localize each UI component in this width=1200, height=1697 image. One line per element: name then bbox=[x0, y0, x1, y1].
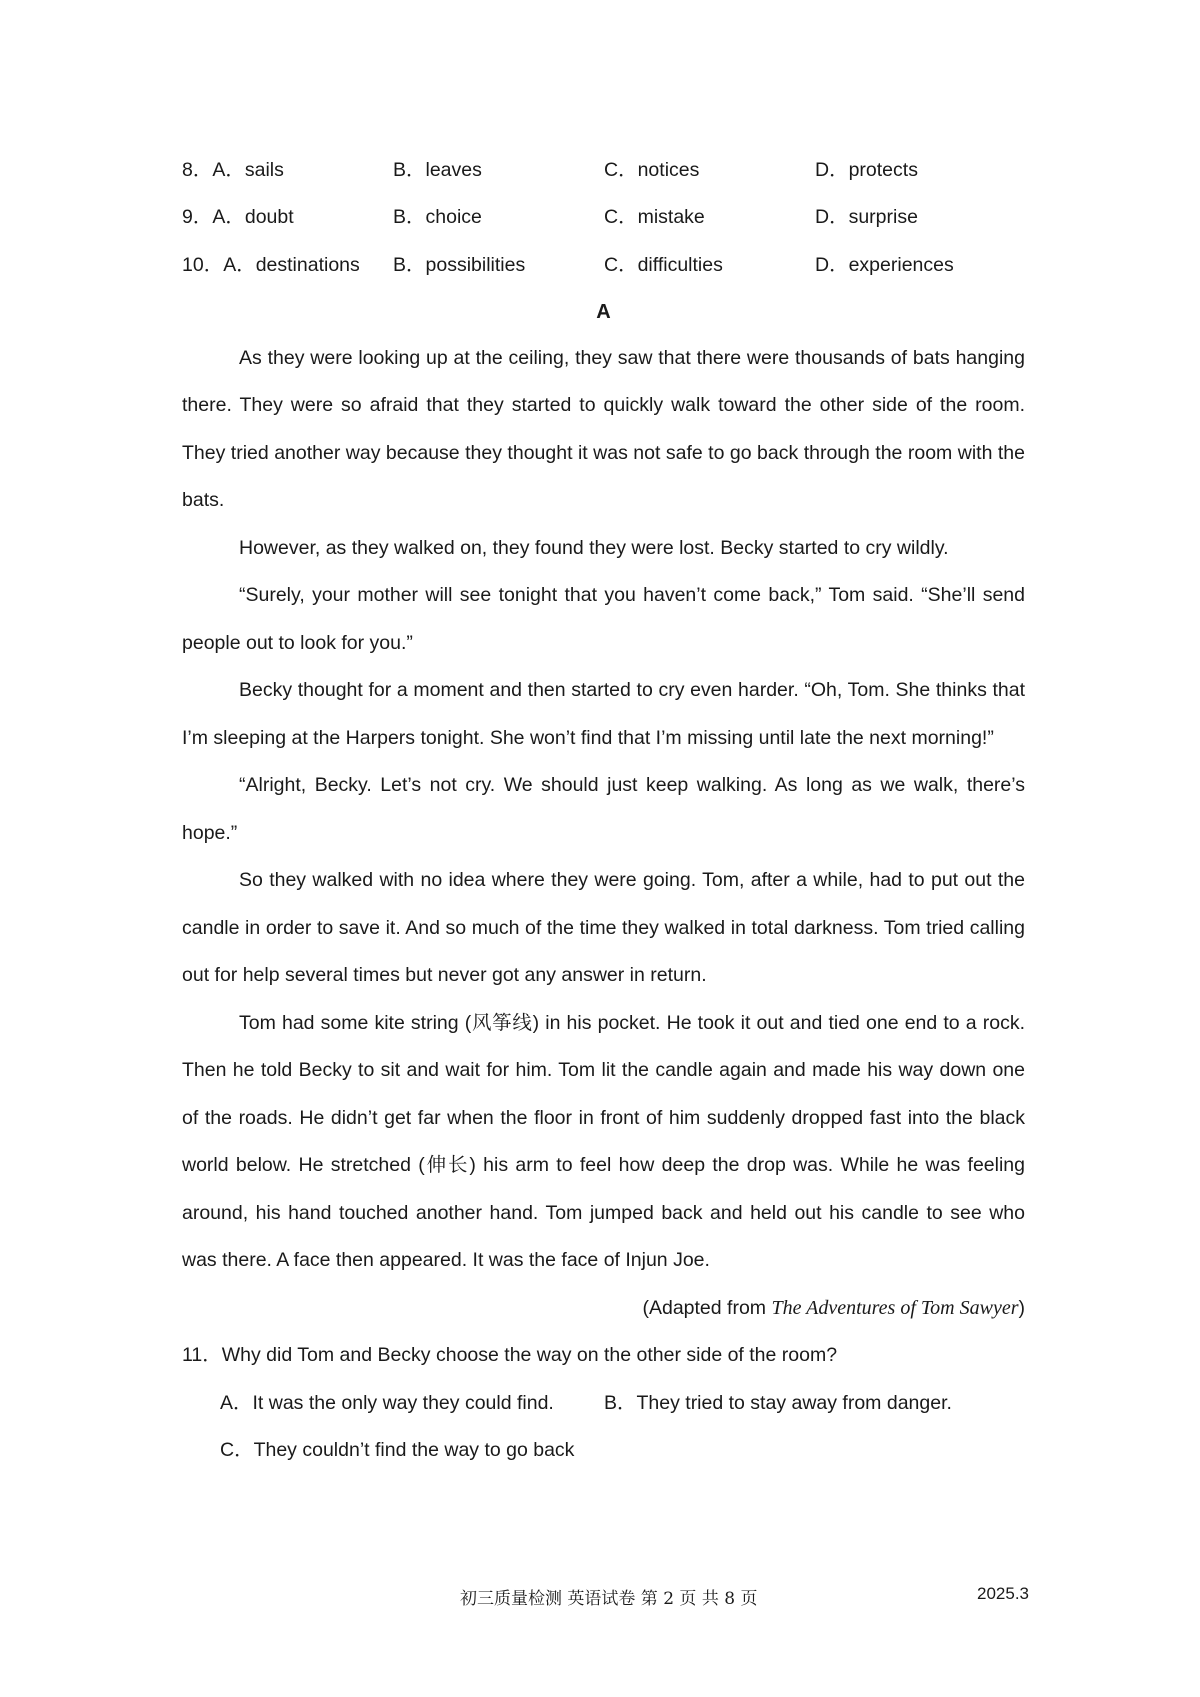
source-suffix: ) bbox=[1018, 1296, 1025, 1319]
passage-paragraph: However, as they walked on, they found they were lost. Becky started to cry wildly. bbox=[239, 536, 949, 559]
passage-paragraph: Tom had some kite string (风筝线) in his pocket. He took it out and tied one end to a rock. Then he told Becky to sit and wait for him. Tom lit the candle again and made his way down one of the roads. He didn’t get far when the floor in front of him suddenly dropped fast into the black world below. He stretched (伸长) his arm to feel how deep the drop was. While he was feeling around, his hand touched another hand. Tom jumped back and held out his candle to see who was there. A face then appeared. It was the face of Injun Joe. bbox=[182, 1011, 1025, 1271]
option-8-d: D．protects bbox=[815, 158, 918, 181]
source-book-title: The Adventures of Tom Sawyer bbox=[771, 1296, 1019, 1319]
question-11-row-c bbox=[220, 1427, 1025, 1475]
option-10-c: C．difficulties bbox=[604, 253, 723, 276]
option-row-10 bbox=[182, 241, 1025, 289]
option-row-8 bbox=[182, 146, 1025, 194]
option-10-d: D．experiences bbox=[815, 253, 954, 276]
passage-paragraph: So they walked with no idea where they were going. Tom, after a while, had to put out the candle in order to save it. And so much of the time they walked in total darkness. Tom tried calling out for help several times but never got any answer in return. bbox=[182, 869, 1025, 986]
question-11-options bbox=[182, 1380, 1025, 1475]
page-content bbox=[182, 146, 1025, 1475]
option-9-d: D．surprise bbox=[815, 206, 918, 229]
footer-exam-info: 初三质量检测 英语试卷 第 2 页 共 8 页 bbox=[460, 1589, 758, 1609]
option-9-c: C．mistake bbox=[604, 206, 705, 229]
option-10-a: 10．A．destinations bbox=[182, 253, 360, 276]
question-11-option-a: A．It was the only way they could find. bbox=[220, 1391, 554, 1414]
option-8-a: 8．A．sails bbox=[182, 158, 284, 181]
option-8-b: B．leaves bbox=[393, 158, 482, 181]
question-11-option-c: C．They couldn’t find the way to go back bbox=[220, 1439, 575, 1461]
passage-paragraph: Becky thought for a moment and then started to cry even harder. “Oh, Tom. She thinks that I’m sleeping at the Harpers tonight. She won’t find that I’m missing until late the next morning!” bbox=[182, 679, 1025, 749]
option-8-c: C．notices bbox=[604, 158, 700, 181]
passage-paragraph: “Surely, your mother will see tonight that you haven’t come back,” Tom said. “She’ll send people out to look for you.” bbox=[182, 584, 1025, 654]
source-prefix: (Adapted from bbox=[642, 1296, 772, 1319]
option-10-b: B．possibilities bbox=[393, 253, 526, 276]
question-11-stem: 11．Why did Tom and Becky choose the way on the other side of the room? bbox=[182, 1344, 838, 1366]
cloze-options bbox=[182, 146, 1025, 289]
option-9-a: 9．A．doubt bbox=[182, 206, 294, 229]
option-9-b: B．choice bbox=[393, 206, 482, 229]
passage-source bbox=[182, 1285, 1025, 1333]
page-footer bbox=[0, 1584, 1200, 1614]
option-row-9 bbox=[182, 194, 1025, 242]
footer-date: 2025.3 bbox=[977, 1584, 1029, 1603]
question-11-option-b: B．They tried to stay away from danger. bbox=[604, 1391, 952, 1414]
passage-paragraph: “Alright, Becky. Let’s not cry. We should just keep walking. As long as we walk, there’s hope.” bbox=[182, 774, 1025, 844]
passage-paragraph: As they were looking up at the ceiling, they saw that there were thousands of bats hanging there. They were so afraid that they started to quickly walk toward the other side of the room. They tried another way because they thought it was not safe to go back through the room with the bats. bbox=[182, 346, 1025, 511]
question-11-row-ab bbox=[220, 1380, 1025, 1428]
reading-passage bbox=[182, 335, 1025, 1285]
section-title: A bbox=[596, 300, 611, 323]
